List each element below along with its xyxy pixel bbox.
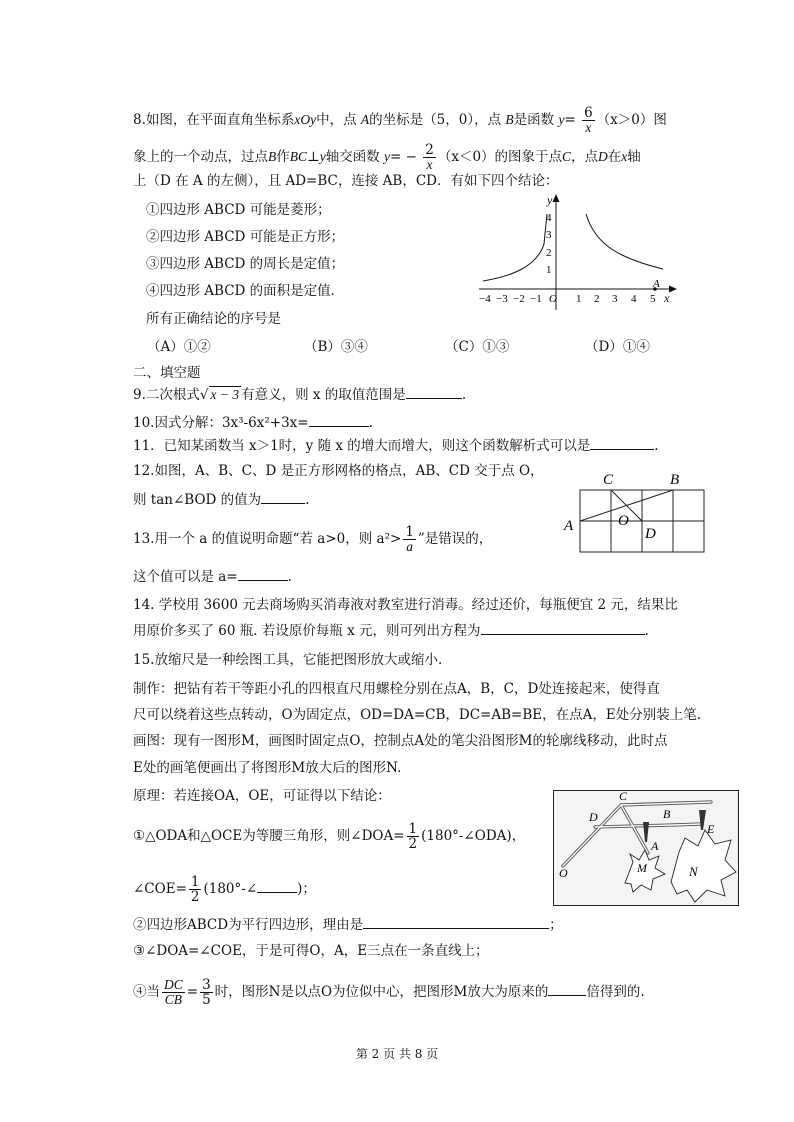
q15-reason-blank[interactable] <box>363 916 549 929</box>
label-b: B <box>670 472 680 488</box>
q12-grid-figure <box>560 466 710 558</box>
q15-result-2: ∠COE= $\frac{1}{2}$ (180°-∠ )； <box>133 874 316 906</box>
q15-result-5: ④当 $\frac{DC}{CB}$ = $\frac{3}{5}$ 时，图形N是以点O为位似中心，把图形M放大为原来的 倍得到的. <box>133 977 645 1009</box>
label-b: B <box>663 807 671 821</box>
x-tick-neg3: −3 <box>496 293 508 305</box>
q14-line-2: 用原价多买了 60 瓶. 若设原价每瓶 x 元，则可列出方程为 . <box>133 623 649 639</box>
q8-conclusion-1: ①四边形 ABCD 可能是菱形； <box>146 202 331 218</box>
q14-answer-blank[interactable] <box>481 622 645 635</box>
q10: 10.因式分解：3x³-6x²+3x= . <box>133 415 373 431</box>
q8-option-d[interactable]: （D）①④ <box>585 339 650 355</box>
q8-conclusion-4: ④四边形 ABCD 的面积是定值． <box>146 283 345 299</box>
q10-answer-blank[interactable] <box>309 414 369 427</box>
q8-option-b[interactable]: （B）③④ <box>304 339 368 355</box>
label-c: C <box>619 790 628 803</box>
q15-line-2: 制作：把钻有若干等距小孔的四根直尺用螺栓分别在点A，B，C，D处连接起来，使得直 <box>133 681 660 697</box>
q15-result-4: ③∠DOA=∠COE，于是可得O，A，E三点在一条直线上； <box>133 943 489 959</box>
label-c: C <box>603 472 614 488</box>
q15-scale-blank[interactable] <box>548 983 586 996</box>
q8-line-1: 8.如图，在平面直角坐标系xOy中，点 A的坐标是（5，0），点 B是函数 y= $\frac{6}{x}$ （x＞0）图 <box>133 105 667 136</box>
section-heading: 二、填空题 <box>133 365 201 381</box>
q13-answer-blank[interactable] <box>238 568 288 581</box>
q11: 11．已知某函数当 x＞1时，y 随 x 的增大而增大，则这个函数解析式可以是 . <box>133 438 659 454</box>
x-tick-4: 4 <box>631 293 637 305</box>
curve-neg-2-over-x <box>483 214 547 281</box>
x-tick-neg1: −1 <box>530 293 542 305</box>
fraction-1-over-a: $\frac{1}{a}$ <box>405 524 414 555</box>
q15-line-5: E处的画笔便画出了将图形M放大后的图形N. <box>133 760 402 776</box>
q15-angle-blank[interactable] <box>257 880 297 893</box>
fraction-6-over-x: $\frac{6}{x}$ <box>584 105 593 136</box>
x-tick-neg2: −2 <box>513 293 525 305</box>
label-m: M <box>637 861 647 875</box>
x-axis-label: x <box>664 291 670 305</box>
x-tick-3: 3 <box>612 293 618 305</box>
x-tick-1: 1 <box>576 293 582 305</box>
fraction-three-fifths: $\frac{3}{5}$ <box>202 977 211 1009</box>
x-tick-2: 2 <box>594 293 600 305</box>
q8-conclusion-2: ②四边形 ABCD 可能是正方形； <box>146 229 345 245</box>
q12-answer-blank[interactable] <box>261 491 305 504</box>
y-tick-4: 4 <box>546 212 552 224</box>
q14-line-1: 14. 学校用 3600 元去商场购买消毒液对教室进行消毒。经过还价，每瓶便宜 2 元，结果比 <box>133 597 678 613</box>
y-axis-arrow <box>553 194 560 202</box>
q9: 9.二次根式√ x − 3 有意义，则 x 的取值范围是 . <box>133 387 467 403</box>
origin-label: O <box>549 293 557 305</box>
label-a: A <box>651 839 659 853</box>
q15-line-3: 尺可以绕着这些点转动，O为固定点，OD=DA=CB，DC=AB=BE，在点A，E处分别装上笔. <box>133 707 702 723</box>
fraction-one-half: $\frac{1}{2}$ <box>408 821 418 853</box>
q15-line-4: 画图：现有一图形M，画图时固定点O，控制点A处的笔尖沿图形M的轮廓线移动，此时点 <box>133 733 668 749</box>
fraction-dc-over-cb: $\frac{DC}{CB}$ <box>164 977 183 1008</box>
label-o: O <box>559 866 568 880</box>
sqrt-sign: √ <box>199 387 209 403</box>
q13-line-2: 这个值可以是 a= . <box>133 569 292 585</box>
point-a-label: A <box>653 278 660 290</box>
q15-line-6: 原理：若连接OA，OE，可证得以下结论： <box>133 788 391 804</box>
q8-conclusion-3: ③四边形 ABCD 的周长是定值； <box>146 256 345 272</box>
label-n: N <box>689 864 698 879</box>
label-d: D <box>589 810 598 824</box>
q11-answer-blank[interactable] <box>590 437 654 450</box>
q15-pantograph-figure <box>553 790 739 906</box>
x-tick-neg4: −4 <box>479 293 491 305</box>
q8-option-a[interactable]: （A）①② <box>147 339 211 355</box>
label-o: O <box>618 513 629 529</box>
q8-function-graph <box>473 192 678 314</box>
page-footer: 第 2 页 共 8 页 <box>355 1047 439 1061</box>
q12-line-2: 则 tan∠BOD 的值为 . <box>133 492 310 508</box>
q15-result-3: ②四边形ABCD为平行四边形，理由是 ； <box>133 917 563 933</box>
q12-line-1: 12.如图，A、B、C、D 是正方形网格的格点，AB、CD 交于点 O， <box>133 463 544 479</box>
fraction-one-half-2: $\frac{1}{2}$ <box>190 874 200 906</box>
y-tick-2: 2 <box>546 247 552 259</box>
q8-line-3: 上（D 在 A 的左侧），且 AD=BC，连接 AB，CD．有如下四个结论： <box>133 173 559 189</box>
q8-question: 所有正确结论的序号是 <box>146 311 281 327</box>
q15-line-1: 15.放缩尺是一种绘图工具，它能把图形放大或缩小. <box>133 652 443 668</box>
y-tick-3: 3 <box>546 229 552 241</box>
fraction-2-over-x: $\frac{2}{x}$ <box>425 142 434 173</box>
curve-6-over-x <box>586 214 663 269</box>
q13-line-1: 13.用一个 a 的值说明命题“若 a>0，则 a²> $\frac{1}{a}$ ”是错误的， <box>133 524 493 555</box>
x-tick-5: 5 <box>650 293 656 305</box>
q9-answer-blank[interactable] <box>406 386 462 399</box>
y-tick-1: 1 <box>546 264 552 276</box>
label-a: A <box>564 518 574 534</box>
q8-option-c[interactable]: （C）①③ <box>445 339 510 355</box>
q15-result-1: ①△ODA和△OCE为等腰三角形，则∠DOA= $\frac{1}{2}$ (180°-∠ODA)， <box>133 821 526 853</box>
label-d: D <box>645 526 656 542</box>
label-e: E <box>707 822 715 836</box>
q8-line-2: 象上的一个动点，过点B作BC⊥y轴交函数 y= − $\frac{2}{x}$ （x＜0）的图象于点C，点D在x轴 <box>133 142 641 173</box>
y-axis-label: y <box>547 193 553 207</box>
x-axis-arrow <box>669 286 677 293</box>
